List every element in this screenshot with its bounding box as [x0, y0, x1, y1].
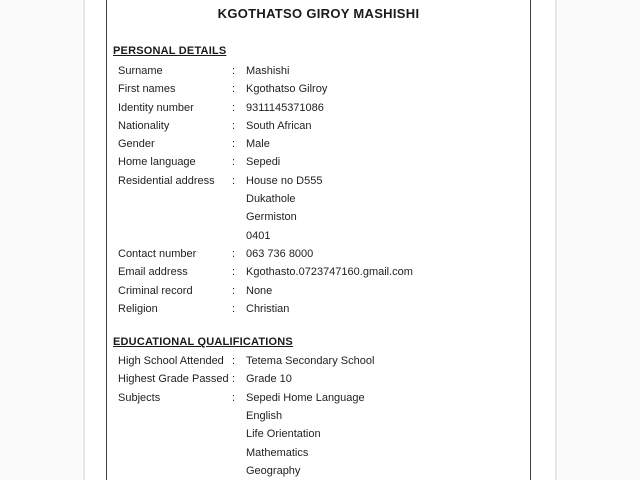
field-row [107, 425, 530, 443]
field-label: Home language [118, 156, 196, 169]
field-row [107, 117, 530, 135]
field-row [107, 80, 530, 98]
field-row [107, 208, 530, 226]
field-label [118, 190, 232, 208]
field-label [118, 462, 232, 480]
colon-separator: : [232, 247, 236, 260]
field-row [107, 282, 530, 300]
field-row [107, 370, 530, 388]
section-rows [107, 352, 530, 480]
colon-separator: : [232, 138, 236, 151]
field-label [118, 407, 232, 425]
field-row [107, 352, 530, 370]
colon-separator [232, 425, 246, 443]
colon-separator: : [232, 355, 236, 368]
field-value: 9311145371086 [246, 101, 324, 114]
field-value: South African [246, 119, 312, 132]
colon-separator: : [232, 156, 236, 169]
colon-separator [232, 227, 246, 245]
field-value: 063 736 8000 [246, 247, 314, 260]
section-heading: PERSONAL DETAILS [113, 45, 227, 57]
field-value: Dukathole [246, 193, 296, 206]
field-label: First names [118, 83, 176, 96]
field-value: 0401 [246, 229, 271, 242]
field-label: Religion [118, 302, 158, 315]
field-row [107, 99, 530, 117]
field-label: Nationality [118, 119, 170, 132]
field-label: Gender [118, 138, 155, 151]
field-value: Kgothasto.0723747160.gmail.com [246, 266, 413, 279]
field-row [107, 444, 530, 462]
field-value: Germiston [246, 211, 297, 224]
colon-separator: : [232, 101, 236, 114]
section-personal-details [107, 45, 530, 318]
field-value: Sepedi Home Language [246, 391, 365, 404]
field-label: Contact number [118, 247, 197, 260]
field-label [118, 444, 232, 462]
field-label: Email address [118, 266, 188, 279]
field-row [107, 62, 530, 80]
field-value: None [246, 284, 273, 297]
field-value: Male [246, 138, 270, 151]
field-row [107, 153, 530, 171]
field-row [107, 245, 530, 263]
section-heading: EDUCATIONAL QUALIFICATIONS [113, 336, 293, 349]
colon-separator: : [232, 174, 236, 187]
field-label [118, 227, 232, 245]
colon-separator: : [232, 266, 236, 279]
field-value: Mathematics [246, 446, 309, 459]
field-value: Geography [246, 464, 301, 477]
field-row [107, 227, 530, 245]
colon-separator: : [232, 83, 236, 96]
field-label: High School Attended [118, 355, 224, 368]
field-label: Subjects [118, 391, 161, 404]
field-value: Christian [246, 302, 290, 315]
field-label: Highest Grade Passed [118, 373, 229, 386]
field-row [107, 172, 530, 190]
field-value: Mashishi [246, 65, 290, 77]
field-row [107, 300, 530, 318]
field-value: English [246, 410, 283, 423]
section-rows [107, 62, 530, 318]
field-row [107, 263, 530, 281]
colon-separator: : [232, 119, 236, 132]
field-row [107, 190, 530, 208]
field-label [118, 425, 232, 443]
field-value: Life Orientation [246, 428, 321, 441]
colon-separator: : [232, 391, 236, 404]
field-row [107, 407, 530, 425]
field-value: Grade 10 [246, 373, 292, 386]
colon-separator [232, 407, 246, 425]
colon-separator: : [232, 65, 236, 77]
colon-separator: : [232, 373, 236, 386]
field-label: Criminal record [118, 284, 193, 297]
colon-separator: : [232, 302, 236, 315]
field-label [118, 208, 232, 226]
colon-separator [232, 444, 246, 462]
field-label: Residential address [118, 174, 215, 187]
field-row [107, 389, 530, 407]
document-title: KGOTHATSO GIROY MASHISHI [217, 6, 420, 21]
colon-separator [232, 190, 246, 208]
colon-separator [232, 208, 246, 226]
field-label: Surname [118, 65, 163, 77]
field-row [107, 135, 530, 153]
colon-separator: : [232, 284, 236, 297]
colon-separator [232, 462, 246, 480]
section-educational-qualifications [107, 336, 530, 480]
field-value: Kgothatso Gilroy [246, 83, 328, 96]
field-row [107, 462, 530, 480]
cv-table-box [106, 0, 531, 480]
field-value: Tetema Secondary School [246, 355, 375, 368]
field-value: Sepedi [246, 156, 281, 169]
field-label: Identity number [118, 101, 194, 114]
field-value: House no D555 [246, 174, 323, 187]
